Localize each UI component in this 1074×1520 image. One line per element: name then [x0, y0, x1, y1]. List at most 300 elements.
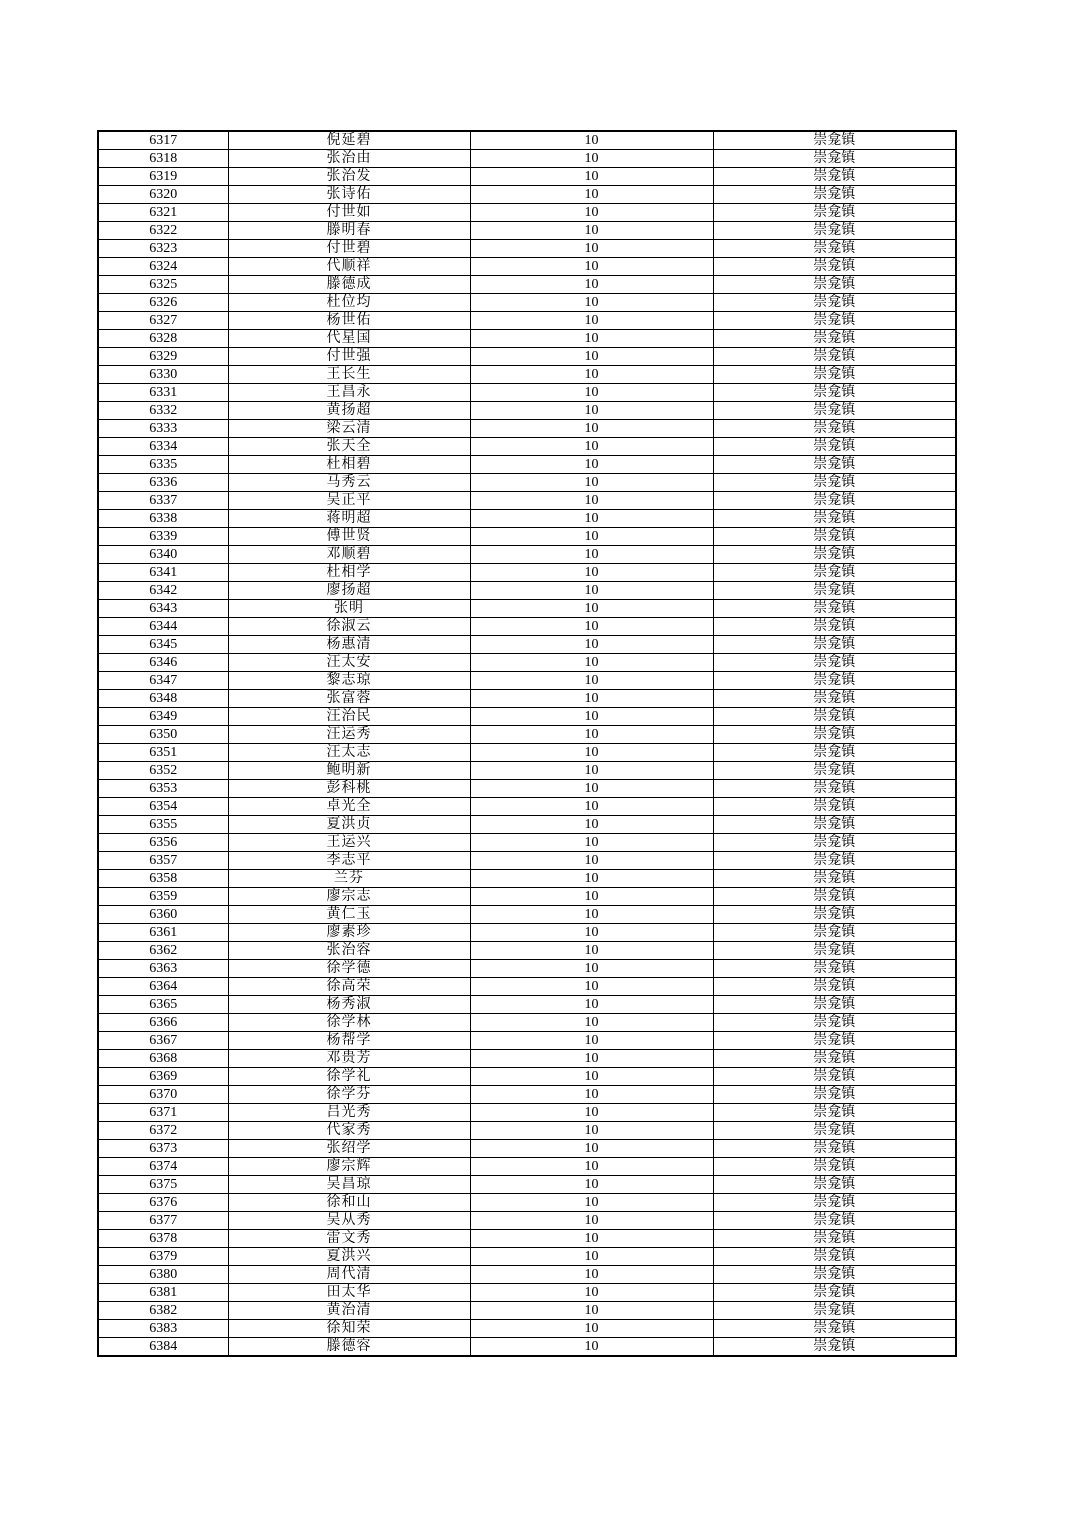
row-number-cell: 6383 — [98, 1320, 228, 1338]
name-cell: 邓贵芳 — [228, 1050, 470, 1068]
value-cell: 10 — [470, 366, 713, 384]
town-cell: 崇龛镇 — [713, 1230, 956, 1248]
value-cell: 10 — [470, 294, 713, 312]
table-row — [98, 1338, 956, 1357]
name-cell: 黄治清 — [228, 1302, 470, 1320]
table-row — [98, 816, 956, 834]
name-cell: 王运兴 — [228, 834, 470, 852]
town-cell: 崇龛镇 — [713, 1248, 956, 1266]
value-cell: 10 — [470, 618, 713, 636]
town-cell: 崇龛镇 — [713, 510, 956, 528]
table-row — [98, 1140, 956, 1158]
name-cell: 滕德成 — [228, 276, 470, 294]
table-row — [98, 1032, 956, 1050]
table-row — [98, 1194, 956, 1212]
row-number-cell: 6341 — [98, 564, 228, 582]
table-row — [98, 744, 956, 762]
value-cell: 10 — [470, 1140, 713, 1158]
value-cell: 10 — [470, 798, 713, 816]
name-cell: 杨帮学 — [228, 1032, 470, 1050]
town-cell: 崇龛镇 — [713, 131, 956, 150]
table-row — [98, 1158, 956, 1176]
value-cell: 10 — [470, 1320, 713, 1338]
name-cell: 徐学芬 — [228, 1086, 470, 1104]
name-cell: 付世碧 — [228, 240, 470, 258]
name-cell: 徐淑云 — [228, 618, 470, 636]
town-cell: 崇龛镇 — [713, 744, 956, 762]
value-cell: 10 — [470, 600, 713, 618]
town-cell: 崇龛镇 — [713, 1320, 956, 1338]
value-cell: 10 — [470, 186, 713, 204]
name-cell: 张明 — [228, 600, 470, 618]
name-cell: 廖扬超 — [228, 582, 470, 600]
name-cell: 代家秀 — [228, 1122, 470, 1140]
town-cell: 崇龛镇 — [713, 312, 956, 330]
name-cell: 张治由 — [228, 150, 470, 168]
row-number-cell: 6361 — [98, 924, 228, 942]
row-number-cell: 6327 — [98, 312, 228, 330]
name-cell: 夏洪兴 — [228, 1248, 470, 1266]
row-number-cell: 6351 — [98, 744, 228, 762]
value-cell: 10 — [470, 402, 713, 420]
name-cell: 付世如 — [228, 204, 470, 222]
town-cell: 崇龛镇 — [713, 150, 956, 168]
table-row — [98, 348, 956, 366]
town-cell: 崇龛镇 — [713, 348, 956, 366]
name-cell: 汪太志 — [228, 744, 470, 762]
table-row — [98, 708, 956, 726]
row-number-cell: 6328 — [98, 330, 228, 348]
name-cell: 周代清 — [228, 1266, 470, 1284]
town-cell: 崇龛镇 — [713, 168, 956, 186]
row-number-cell: 6352 — [98, 762, 228, 780]
row-number-cell: 6330 — [98, 366, 228, 384]
value-cell: 10 — [470, 438, 713, 456]
value-cell: 10 — [470, 131, 713, 150]
town-cell: 崇龛镇 — [713, 204, 956, 222]
table-row — [98, 654, 956, 672]
value-cell: 10 — [470, 1284, 713, 1302]
town-cell: 崇龛镇 — [713, 816, 956, 834]
table-row — [98, 294, 956, 312]
town-cell: 崇龛镇 — [713, 186, 956, 204]
name-cell: 汪太安 — [228, 654, 470, 672]
name-cell: 梁云清 — [228, 420, 470, 438]
town-cell: 崇龛镇 — [713, 1122, 956, 1140]
row-number-cell: 6317 — [98, 131, 228, 150]
table-row — [98, 330, 956, 348]
town-cell: 崇龛镇 — [713, 420, 956, 438]
table-row — [98, 978, 956, 996]
name-cell: 黎志琼 — [228, 672, 470, 690]
name-cell: 吕光秀 — [228, 1104, 470, 1122]
table-row — [98, 510, 956, 528]
town-cell: 崇龛镇 — [713, 924, 956, 942]
row-number-cell: 6342 — [98, 582, 228, 600]
name-cell: 杨惠清 — [228, 636, 470, 654]
table-row — [98, 690, 956, 708]
table-row — [98, 852, 956, 870]
value-cell: 10 — [470, 1032, 713, 1050]
row-number-cell: 6355 — [98, 816, 228, 834]
town-cell: 崇龛镇 — [713, 708, 956, 726]
name-cell: 杨秀淑 — [228, 996, 470, 1014]
town-cell: 崇龛镇 — [713, 492, 956, 510]
row-number-cell: 6372 — [98, 1122, 228, 1140]
town-cell: 崇龛镇 — [713, 1212, 956, 1230]
table-row — [98, 492, 956, 510]
row-number-cell: 6322 — [98, 222, 228, 240]
town-cell: 崇龛镇 — [713, 690, 956, 708]
value-cell: 10 — [470, 528, 713, 546]
name-cell: 吴昌琼 — [228, 1176, 470, 1194]
table-row — [98, 528, 956, 546]
row-number-cell: 6320 — [98, 186, 228, 204]
row-number-cell: 6363 — [98, 960, 228, 978]
town-cell: 崇龛镇 — [713, 1302, 956, 1320]
name-cell: 李志平 — [228, 852, 470, 870]
town-cell: 崇龛镇 — [713, 222, 956, 240]
town-cell: 崇龛镇 — [713, 528, 956, 546]
name-cell: 汪运秀 — [228, 726, 470, 744]
name-cell: 张富蓉 — [228, 690, 470, 708]
town-cell: 崇龛镇 — [713, 258, 956, 276]
town-cell: 崇龛镇 — [713, 1140, 956, 1158]
table-row — [98, 636, 956, 654]
row-number-cell: 6354 — [98, 798, 228, 816]
town-cell: 崇龛镇 — [713, 1086, 956, 1104]
value-cell: 10 — [470, 942, 713, 960]
name-cell: 张天全 — [228, 438, 470, 456]
row-number-cell: 6348 — [98, 690, 228, 708]
value-cell: 10 — [470, 150, 713, 168]
table-row — [98, 1050, 956, 1068]
town-cell: 崇龛镇 — [713, 780, 956, 798]
name-cell: 徐学德 — [228, 960, 470, 978]
name-cell: 代星国 — [228, 330, 470, 348]
row-number-cell: 6350 — [98, 726, 228, 744]
town-cell: 崇龛镇 — [713, 672, 956, 690]
town-cell: 崇龛镇 — [713, 276, 956, 294]
table-row — [98, 168, 956, 186]
row-number-cell: 6381 — [98, 1284, 228, 1302]
name-cell: 廖素珍 — [228, 924, 470, 942]
town-cell: 崇龛镇 — [713, 564, 956, 582]
name-cell: 张治发 — [228, 168, 470, 186]
row-number-cell: 6346 — [98, 654, 228, 672]
town-cell: 崇龛镇 — [713, 906, 956, 924]
table-row — [98, 1068, 956, 1086]
name-cell: 鲍明新 — [228, 762, 470, 780]
row-number-cell: 6318 — [98, 150, 228, 168]
value-cell: 10 — [470, 672, 713, 690]
value-cell: 10 — [470, 492, 713, 510]
row-number-cell: 6366 — [98, 1014, 228, 1032]
town-cell: 崇龛镇 — [713, 240, 956, 258]
table-row — [98, 834, 956, 852]
table-row — [98, 600, 956, 618]
value-cell: 10 — [470, 852, 713, 870]
table-row — [98, 888, 956, 906]
value-cell: 10 — [470, 960, 713, 978]
town-cell: 崇龛镇 — [713, 654, 956, 672]
value-cell: 10 — [470, 348, 713, 366]
value-cell: 10 — [470, 906, 713, 924]
value-cell: 10 — [470, 258, 713, 276]
value-cell: 10 — [470, 834, 713, 852]
table-row — [98, 1302, 956, 1320]
town-cell: 崇龛镇 — [713, 1104, 956, 1122]
row-number-cell: 6340 — [98, 546, 228, 564]
table-row — [98, 1284, 956, 1302]
name-cell: 吴正平 — [228, 492, 470, 510]
town-cell: 崇龛镇 — [713, 456, 956, 474]
table-row — [98, 384, 956, 402]
value-cell: 10 — [470, 1104, 713, 1122]
table-row — [98, 186, 956, 204]
name-cell: 张诗佑 — [228, 186, 470, 204]
name-cell: 兰芬 — [228, 870, 470, 888]
row-number-cell: 6326 — [98, 294, 228, 312]
town-cell: 崇龛镇 — [713, 294, 956, 312]
row-number-cell: 6371 — [98, 1104, 228, 1122]
table-row — [98, 942, 956, 960]
value-cell: 10 — [470, 1248, 713, 1266]
row-number-cell: 6323 — [98, 240, 228, 258]
table-row — [98, 150, 956, 168]
town-cell: 崇龛镇 — [713, 870, 956, 888]
table-row — [98, 960, 956, 978]
value-cell: 10 — [470, 888, 713, 906]
value-cell: 10 — [470, 780, 713, 798]
name-cell: 傅世贤 — [228, 528, 470, 546]
value-cell: 10 — [470, 870, 713, 888]
row-number-cell: 6384 — [98, 1338, 228, 1357]
table-row — [98, 240, 956, 258]
table-row — [98, 366, 956, 384]
value-cell: 10 — [470, 924, 713, 942]
town-cell: 崇龛镇 — [713, 582, 956, 600]
value-cell: 10 — [470, 222, 713, 240]
town-cell: 崇龛镇 — [713, 1266, 956, 1284]
row-number-cell: 6345 — [98, 636, 228, 654]
name-cell: 杜位均 — [228, 294, 470, 312]
row-number-cell: 6349 — [98, 708, 228, 726]
table-row — [98, 726, 956, 744]
value-cell: 10 — [470, 1050, 713, 1068]
name-cell: 马秀云 — [228, 474, 470, 492]
name-cell: 邓顺碧 — [228, 546, 470, 564]
value-cell: 10 — [470, 1338, 713, 1357]
value-cell: 10 — [470, 1230, 713, 1248]
table-row — [98, 1176, 956, 1194]
value-cell: 10 — [470, 1158, 713, 1176]
name-cell: 杜相碧 — [228, 456, 470, 474]
row-number-cell: 6368 — [98, 1050, 228, 1068]
table-row — [98, 276, 956, 294]
name-cell: 张绍学 — [228, 1140, 470, 1158]
row-number-cell: 6347 — [98, 672, 228, 690]
name-cell: 代顺祥 — [228, 258, 470, 276]
name-cell: 汪治民 — [228, 708, 470, 726]
table-row — [98, 420, 956, 438]
value-cell: 10 — [470, 1014, 713, 1032]
value-cell: 10 — [470, 654, 713, 672]
name-cell: 黄仁玉 — [228, 906, 470, 924]
row-number-cell: 6382 — [98, 1302, 228, 1320]
name-cell: 倪延碧 — [228, 131, 470, 150]
value-cell: 10 — [470, 1086, 713, 1104]
row-number-cell: 6369 — [98, 1068, 228, 1086]
value-cell: 10 — [470, 1266, 713, 1284]
town-cell: 崇龛镇 — [713, 366, 956, 384]
name-cell: 廖宗辉 — [228, 1158, 470, 1176]
table-row — [98, 780, 956, 798]
table-row — [98, 222, 956, 240]
value-cell: 10 — [470, 1212, 713, 1230]
row-number-cell: 6334 — [98, 438, 228, 456]
row-number-cell: 6335 — [98, 456, 228, 474]
row-number-cell: 6333 — [98, 420, 228, 438]
town-cell: 崇龛镇 — [713, 888, 956, 906]
town-cell: 崇龛镇 — [713, 330, 956, 348]
table-row — [98, 474, 956, 492]
row-number-cell: 6325 — [98, 276, 228, 294]
value-cell: 10 — [470, 168, 713, 186]
table-row — [98, 1266, 956, 1284]
town-cell: 崇龛镇 — [713, 636, 956, 654]
row-number-cell: 6331 — [98, 384, 228, 402]
table-row — [98, 1212, 956, 1230]
name-cell: 徐学礼 — [228, 1068, 470, 1086]
name-cell: 黄扬超 — [228, 402, 470, 420]
town-cell: 崇龛镇 — [713, 402, 956, 420]
value-cell: 10 — [470, 762, 713, 780]
town-cell: 崇龛镇 — [713, 384, 956, 402]
row-number-cell: 6367 — [98, 1032, 228, 1050]
town-cell: 崇龛镇 — [713, 1032, 956, 1050]
table-row — [98, 672, 956, 690]
row-number-cell: 6353 — [98, 780, 228, 798]
name-cell: 徐学林 — [228, 1014, 470, 1032]
table-row — [98, 1230, 956, 1248]
value-cell: 10 — [470, 1302, 713, 1320]
town-cell: 崇龛镇 — [713, 942, 956, 960]
table-row — [98, 312, 956, 330]
row-number-cell: 6375 — [98, 1176, 228, 1194]
row-number-cell: 6359 — [98, 888, 228, 906]
name-cell: 卓光全 — [228, 798, 470, 816]
value-cell: 10 — [470, 816, 713, 834]
name-cell: 徐高荣 — [228, 978, 470, 996]
row-number-cell: 6364 — [98, 978, 228, 996]
value-cell: 10 — [470, 726, 713, 744]
value-cell: 10 — [470, 690, 713, 708]
town-cell: 崇龛镇 — [713, 1194, 956, 1212]
value-cell: 10 — [470, 636, 713, 654]
row-number-cell: 6329 — [98, 348, 228, 366]
value-cell: 10 — [470, 1068, 713, 1086]
table-row — [98, 1248, 956, 1266]
table-row — [98, 870, 956, 888]
table-row — [98, 582, 956, 600]
name-cell: 杨世佑 — [228, 312, 470, 330]
row-number-cell: 6343 — [98, 600, 228, 618]
value-cell: 10 — [470, 708, 713, 726]
name-cell: 雷文秀 — [228, 1230, 470, 1248]
value-cell: 10 — [470, 312, 713, 330]
value-cell: 10 — [470, 582, 713, 600]
town-cell: 崇龛镇 — [713, 726, 956, 744]
name-cell: 杜相学 — [228, 564, 470, 582]
town-cell: 崇龛镇 — [713, 834, 956, 852]
value-cell: 10 — [470, 1122, 713, 1140]
row-number-cell: 6374 — [98, 1158, 228, 1176]
table-row — [98, 924, 956, 942]
table-row — [98, 546, 956, 564]
value-cell: 10 — [470, 564, 713, 582]
town-cell: 崇龛镇 — [713, 474, 956, 492]
town-cell: 崇龛镇 — [713, 546, 956, 564]
table-row — [98, 564, 956, 582]
value-cell: 10 — [470, 978, 713, 996]
name-cell: 徐知荣 — [228, 1320, 470, 1338]
row-number-cell: 6356 — [98, 834, 228, 852]
value-cell: 10 — [470, 456, 713, 474]
town-cell: 崇龛镇 — [713, 1050, 956, 1068]
table-row — [98, 258, 956, 276]
row-number-cell: 6373 — [98, 1140, 228, 1158]
name-cell: 徐和山 — [228, 1194, 470, 1212]
name-cell: 田太华 — [228, 1284, 470, 1302]
value-cell: 10 — [470, 240, 713, 258]
row-number-cell: 6377 — [98, 1212, 228, 1230]
table-row — [98, 1104, 956, 1122]
table-row — [98, 996, 956, 1014]
row-number-cell: 6344 — [98, 618, 228, 636]
row-number-cell: 6321 — [98, 204, 228, 222]
value-cell: 10 — [470, 384, 713, 402]
row-number-cell: 6365 — [98, 996, 228, 1014]
roster-table-body — [98, 131, 956, 1356]
value-cell: 10 — [470, 420, 713, 438]
row-number-cell: 6324 — [98, 258, 228, 276]
row-number-cell: 6332 — [98, 402, 228, 420]
row-number-cell: 6319 — [98, 168, 228, 186]
row-number-cell: 6378 — [98, 1230, 228, 1248]
name-cell: 吴从秀 — [228, 1212, 470, 1230]
town-cell: 崇龛镇 — [713, 978, 956, 996]
value-cell: 10 — [470, 276, 713, 294]
row-number-cell: 6380 — [98, 1266, 228, 1284]
town-cell: 崇龛镇 — [713, 852, 956, 870]
table-row — [98, 762, 956, 780]
name-cell: 夏洪贞 — [228, 816, 470, 834]
row-number-cell: 6358 — [98, 870, 228, 888]
town-cell: 崇龛镇 — [713, 996, 956, 1014]
row-number-cell: 6370 — [98, 1086, 228, 1104]
row-number-cell: 6379 — [98, 1248, 228, 1266]
town-cell: 崇龛镇 — [713, 1068, 956, 1086]
town-cell: 崇龛镇 — [713, 1014, 956, 1032]
table-row — [98, 906, 956, 924]
town-cell: 崇龛镇 — [713, 762, 956, 780]
name-cell: 蒋明超 — [228, 510, 470, 528]
row-number-cell: 6336 — [98, 474, 228, 492]
name-cell: 王长生 — [228, 366, 470, 384]
table-row — [98, 618, 956, 636]
town-cell: 崇龛镇 — [713, 798, 956, 816]
